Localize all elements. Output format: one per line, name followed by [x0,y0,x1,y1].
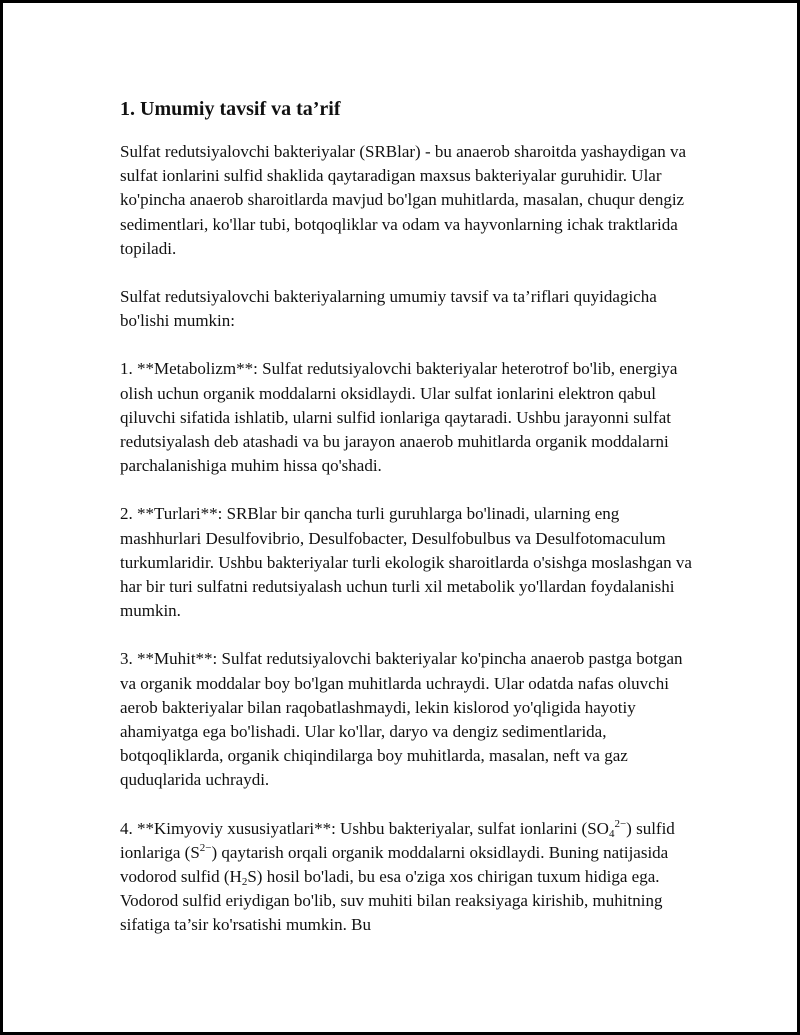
paragraph-types: 2. **Turlari**: SRBlar bir qancha turli guruhlarga bo'linadi, ularning eng mashhurlari Desulfovibrio, Desulfobacter, Desulfobulbus va Desulfotomaculum turkumlaridir. Ushbu bakteriyalar turli ekologik sharoitlarda o'sishga moslashgan va har bir turi sulfatni redutsiyalash uchun turli xil metabolik yo'llardan foydalanishi mumkin. [120,504,692,621]
superscript: 2− [614,817,627,830]
text-segment: S) hosil bo'ladi, bu esa o'ziga xos chirigan tuxum hidiga ega. Vodorod sulfid eriydigan bo'lib, suv muhiti bilan reaksiyaga kirishib, muhitning sifatiga ta’sir ko'rsatishi mumkin. Bu [120,867,663,935]
paragraph-metabolism: 1. **Metabolizm**: Sulfat redutsiyalovchi bakteriyalar heterotrof bo'lib, energiya olish uchun organik moddalarni oksidlaydi. Ular sulfat ionlarini elektron qabul qiluvchi sifatida ishlatib, ularni sulfid ionlariga qaytaradi. Ushbu jarayonni sulfat redutsiyalash deb atashadi va bu jarayon anaerob muhitlarda organik moddalarni parchalanishiga muhim hissa qo'shadi. [120,359,678,476]
subscript: 4 [608,827,615,840]
document-body [120,95,695,962]
text-segment: 4. **Kimyoviy xususiyatlari**: Ushbu bakteriyalar, sulfat ionlarini (SO [120,818,609,838]
paragraph-environment: 3. **Muhit**: Sulfat redutsiyalovchi bakteriyalar ko'pincha anaerob pastga botgan va organik moddalar boy bo'lgan muhitlarda uchraydi. Ular odatda nafas oluvchi aerob bakteriyalar bilan raqobatlashmaydi, lekin kislorod yo'qligida hayotiy ahamiyatga ega bo'lishadi. Ular ko'llar, daryo va dengiz sedimentlarida, botqoqliklarda, organik chiqindilarga boy muhitlarda, masalan, neft va gaz quduqlarida uchraydi. [120,649,683,790]
section-heading: 1. Umumiy tavsif va ta’rif [120,98,341,120]
superscript: 2− [199,841,212,854]
paragraph-chemical-properties [120,817,695,938]
paragraph-intro: Sulfat redutsiyalovchi bakteriyalar (SRBlar) - bu anaerob sharoitda yashaydigan va sulfat ionlarini sulfid shaklida qaytaradigan maxsus bakteriyalar guruhidir. Ular ko'pincha anaerob sharoitlarda mavjud bo'lgan muhitlarda, masalan, chuqur dengiz sedimentlari, ko'llar tubi, botqoqliklar va odam va hayvonlarning ichak traktlarida topiladi. [120,142,687,258]
subscript: 2 [241,876,248,889]
text-segment: ) qaytarish orqali organik moddalarni oksidlaydi. Buning natijasida vodorod sulfid (H [120,842,669,887]
paragraph-lead-in: Sulfat redutsiyalovchi bakteriyalarning umumiy tavsif va ta’riflari quyidagicha bo'lishi mumkin: [120,287,657,331]
text-segment: ) sulfid ionlariga (S [120,818,675,862]
